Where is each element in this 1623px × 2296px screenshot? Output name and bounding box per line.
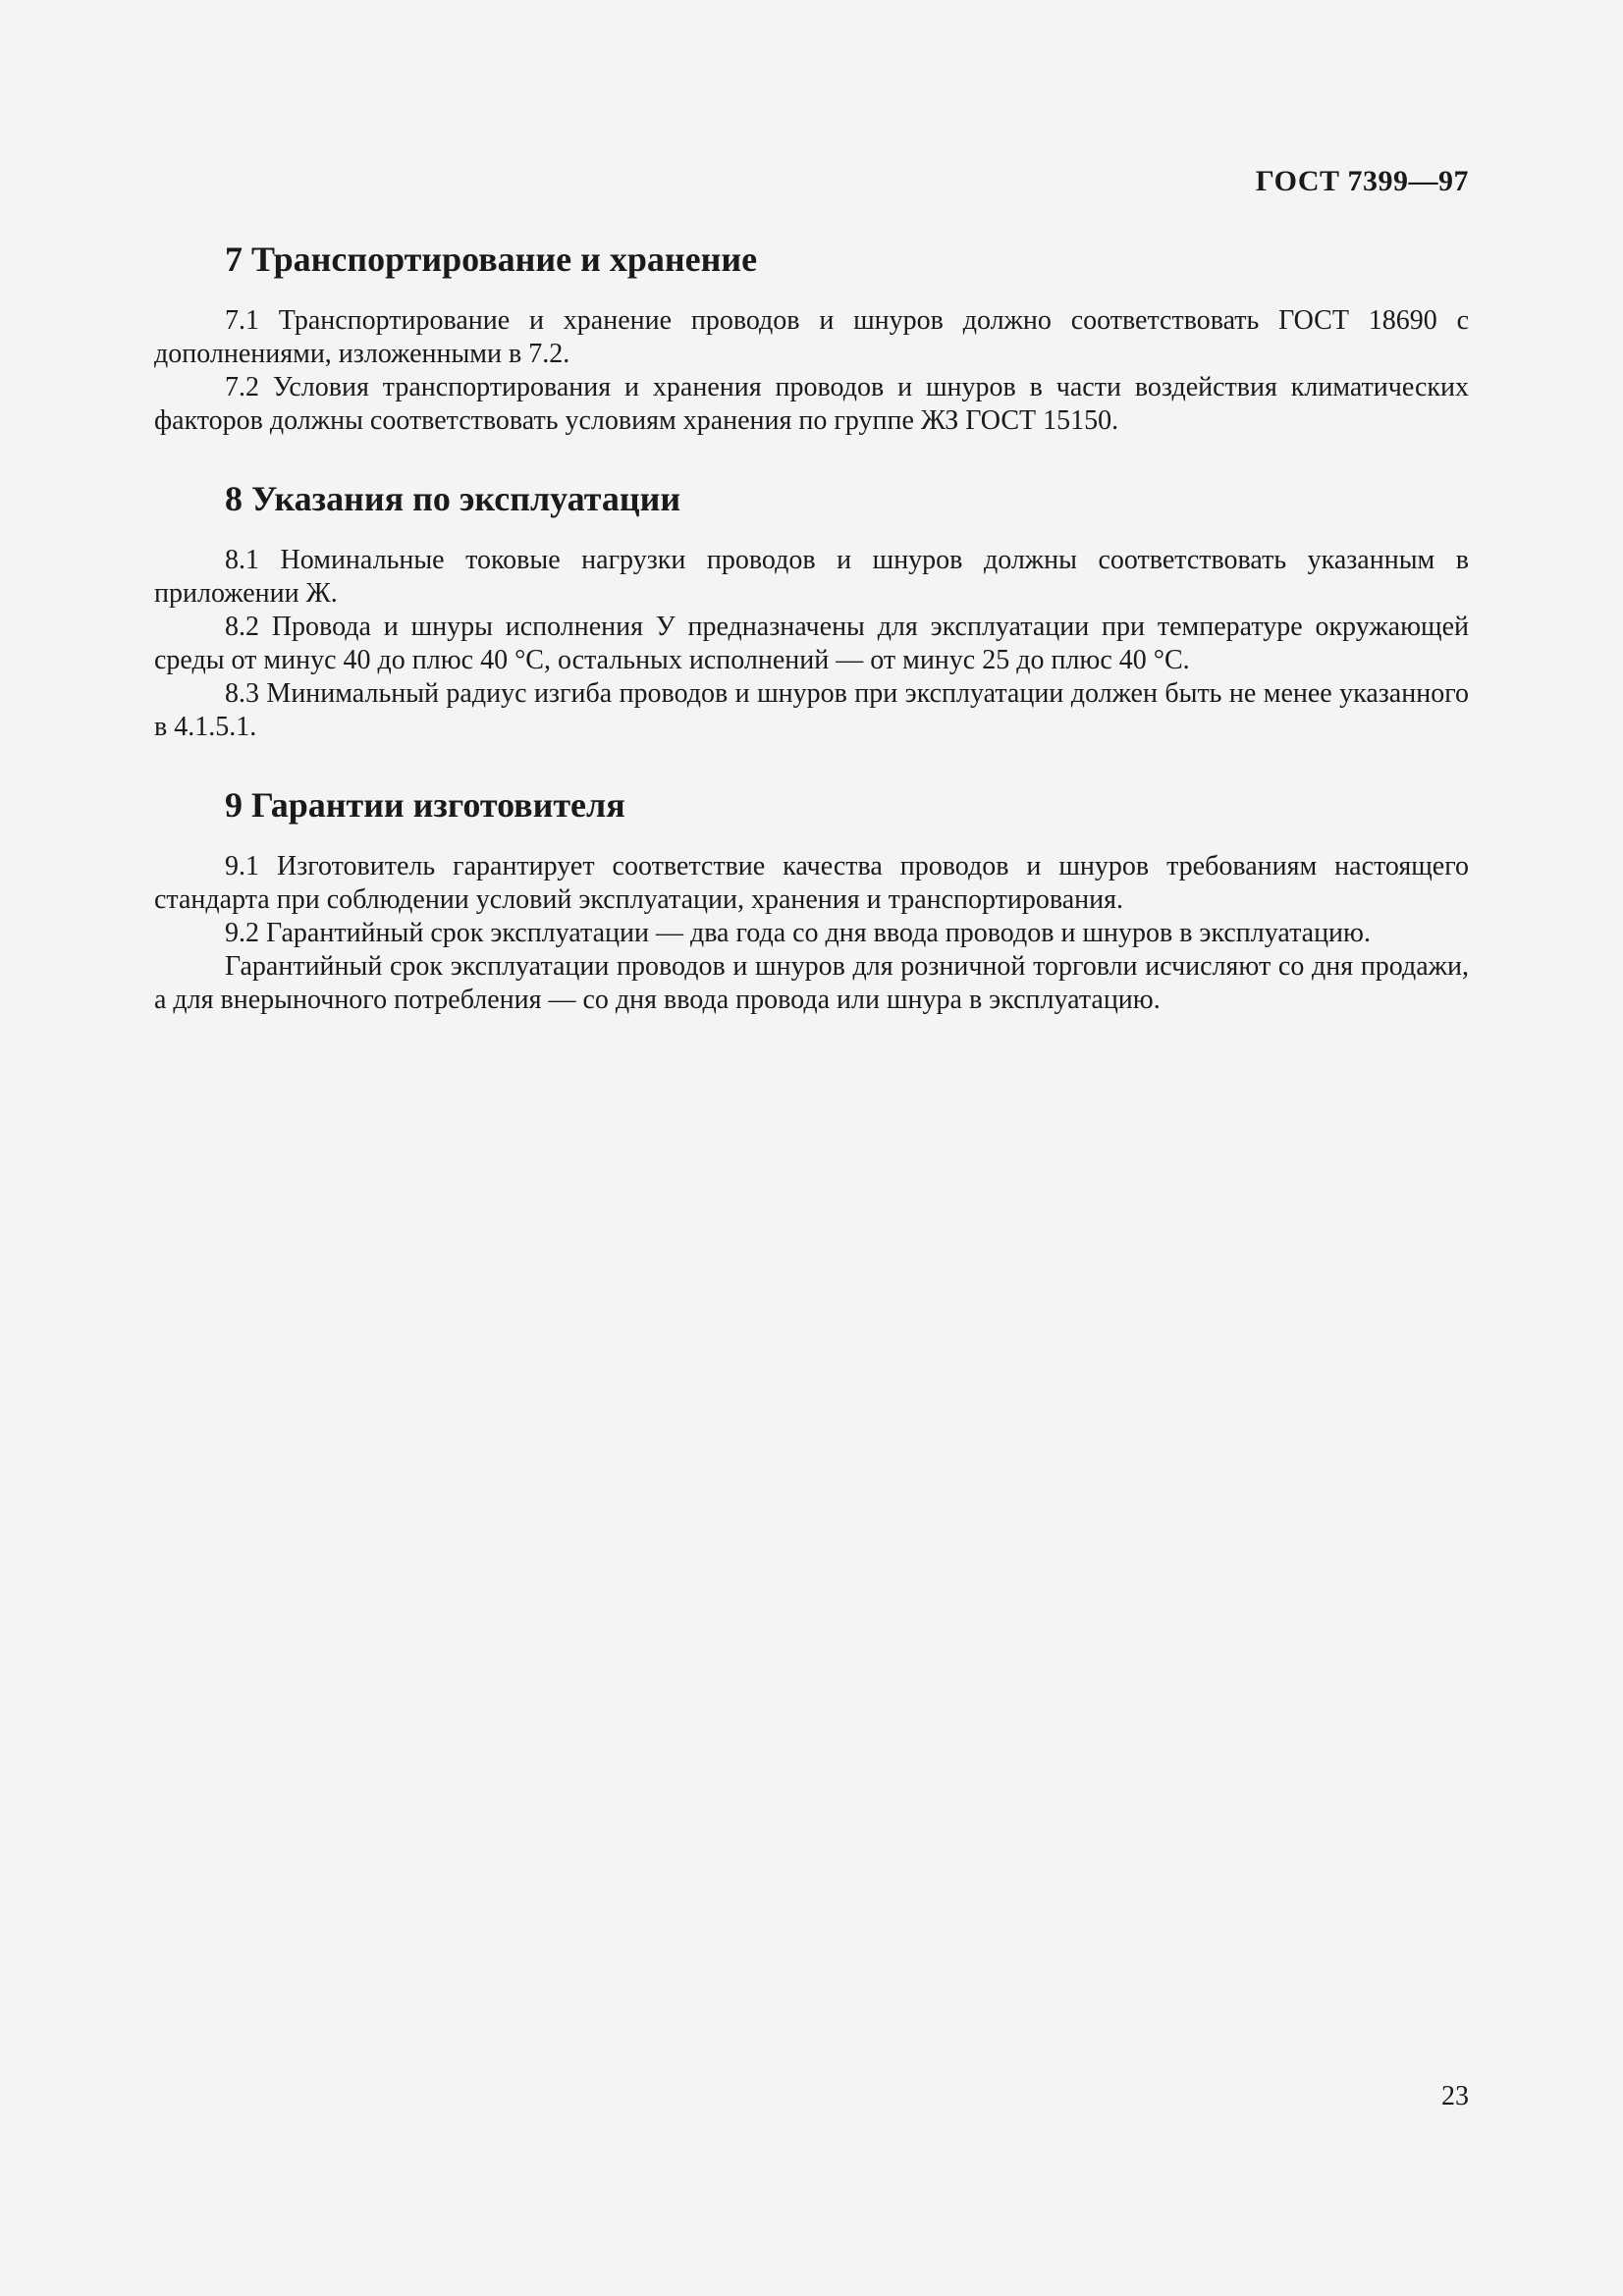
paragraph: 8.3 Минимальный радиус изгиба проводов и шнуров при эксплуатации должен быть не менее указанного в 4.1.5.1. <box>154 678 1469 742</box>
paragraph: 7.2 Условия транспортирования и хранения проводов и шнуров в части воздействия климатических факторов должны соответствовать условиям хранения по группе ЖЗ ГОСТ 15150. <box>154 372 1469 436</box>
section-manufacturer-warranty <box>154 781 1469 1017</box>
paragraph: 9.2 Гарантийный срок эксплуатации — два года со дня ввода проводов и шнуров в эксплуатацию. <box>225 918 1371 948</box>
document-body <box>154 236 1469 1054</box>
page-number: 23 <box>1441 2081 1469 2111</box>
section-heading: 8 Указания по эксплуатации <box>225 479 681 518</box>
section-transport-storage <box>154 236 1469 438</box>
paragraph: 8.2 Провода и шнуры исполнения У предназначены для эксплуатации при температуре окружающей среды от минус 40 до плюс 40 °С, остальных исполнений — от минус 25 до плюс 40 °С. <box>154 612 1469 675</box>
paragraph: 7.1 Транспортирование и хранение проводов и шнуров должно соответствовать ГОСТ 18690 с дополнениями, изложенными в 7.2. <box>154 305 1469 369</box>
section-heading: 7 Транспортирование и хранение <box>225 240 758 279</box>
paragraph: 9.1 Изготовитель гарантирует соответствие качества проводов и шнуров требованиям настоящего стандарта при соблюдении условий эксплуатации, хранения и транспортирования. <box>154 851 1469 915</box>
section-operation-instructions <box>154 475 1469 744</box>
document-code: ГОСТ 7399—97 <box>1255 165 1469 197</box>
paragraph: Гарантийный срок эксплуатации проводов и шнуров для розничной торговли исчисляют со дня продажи, а для внерыночного потребления — со дня ввода провода или шнура в эксплуатацию. <box>154 951 1469 1015</box>
section-heading: 9 Гарантии изготовителя <box>225 785 625 825</box>
paragraph: 8.1 Номинальные токовые нагрузки проводов и шнуров должны соответствовать указанным в приложении Ж. <box>154 545 1469 609</box>
